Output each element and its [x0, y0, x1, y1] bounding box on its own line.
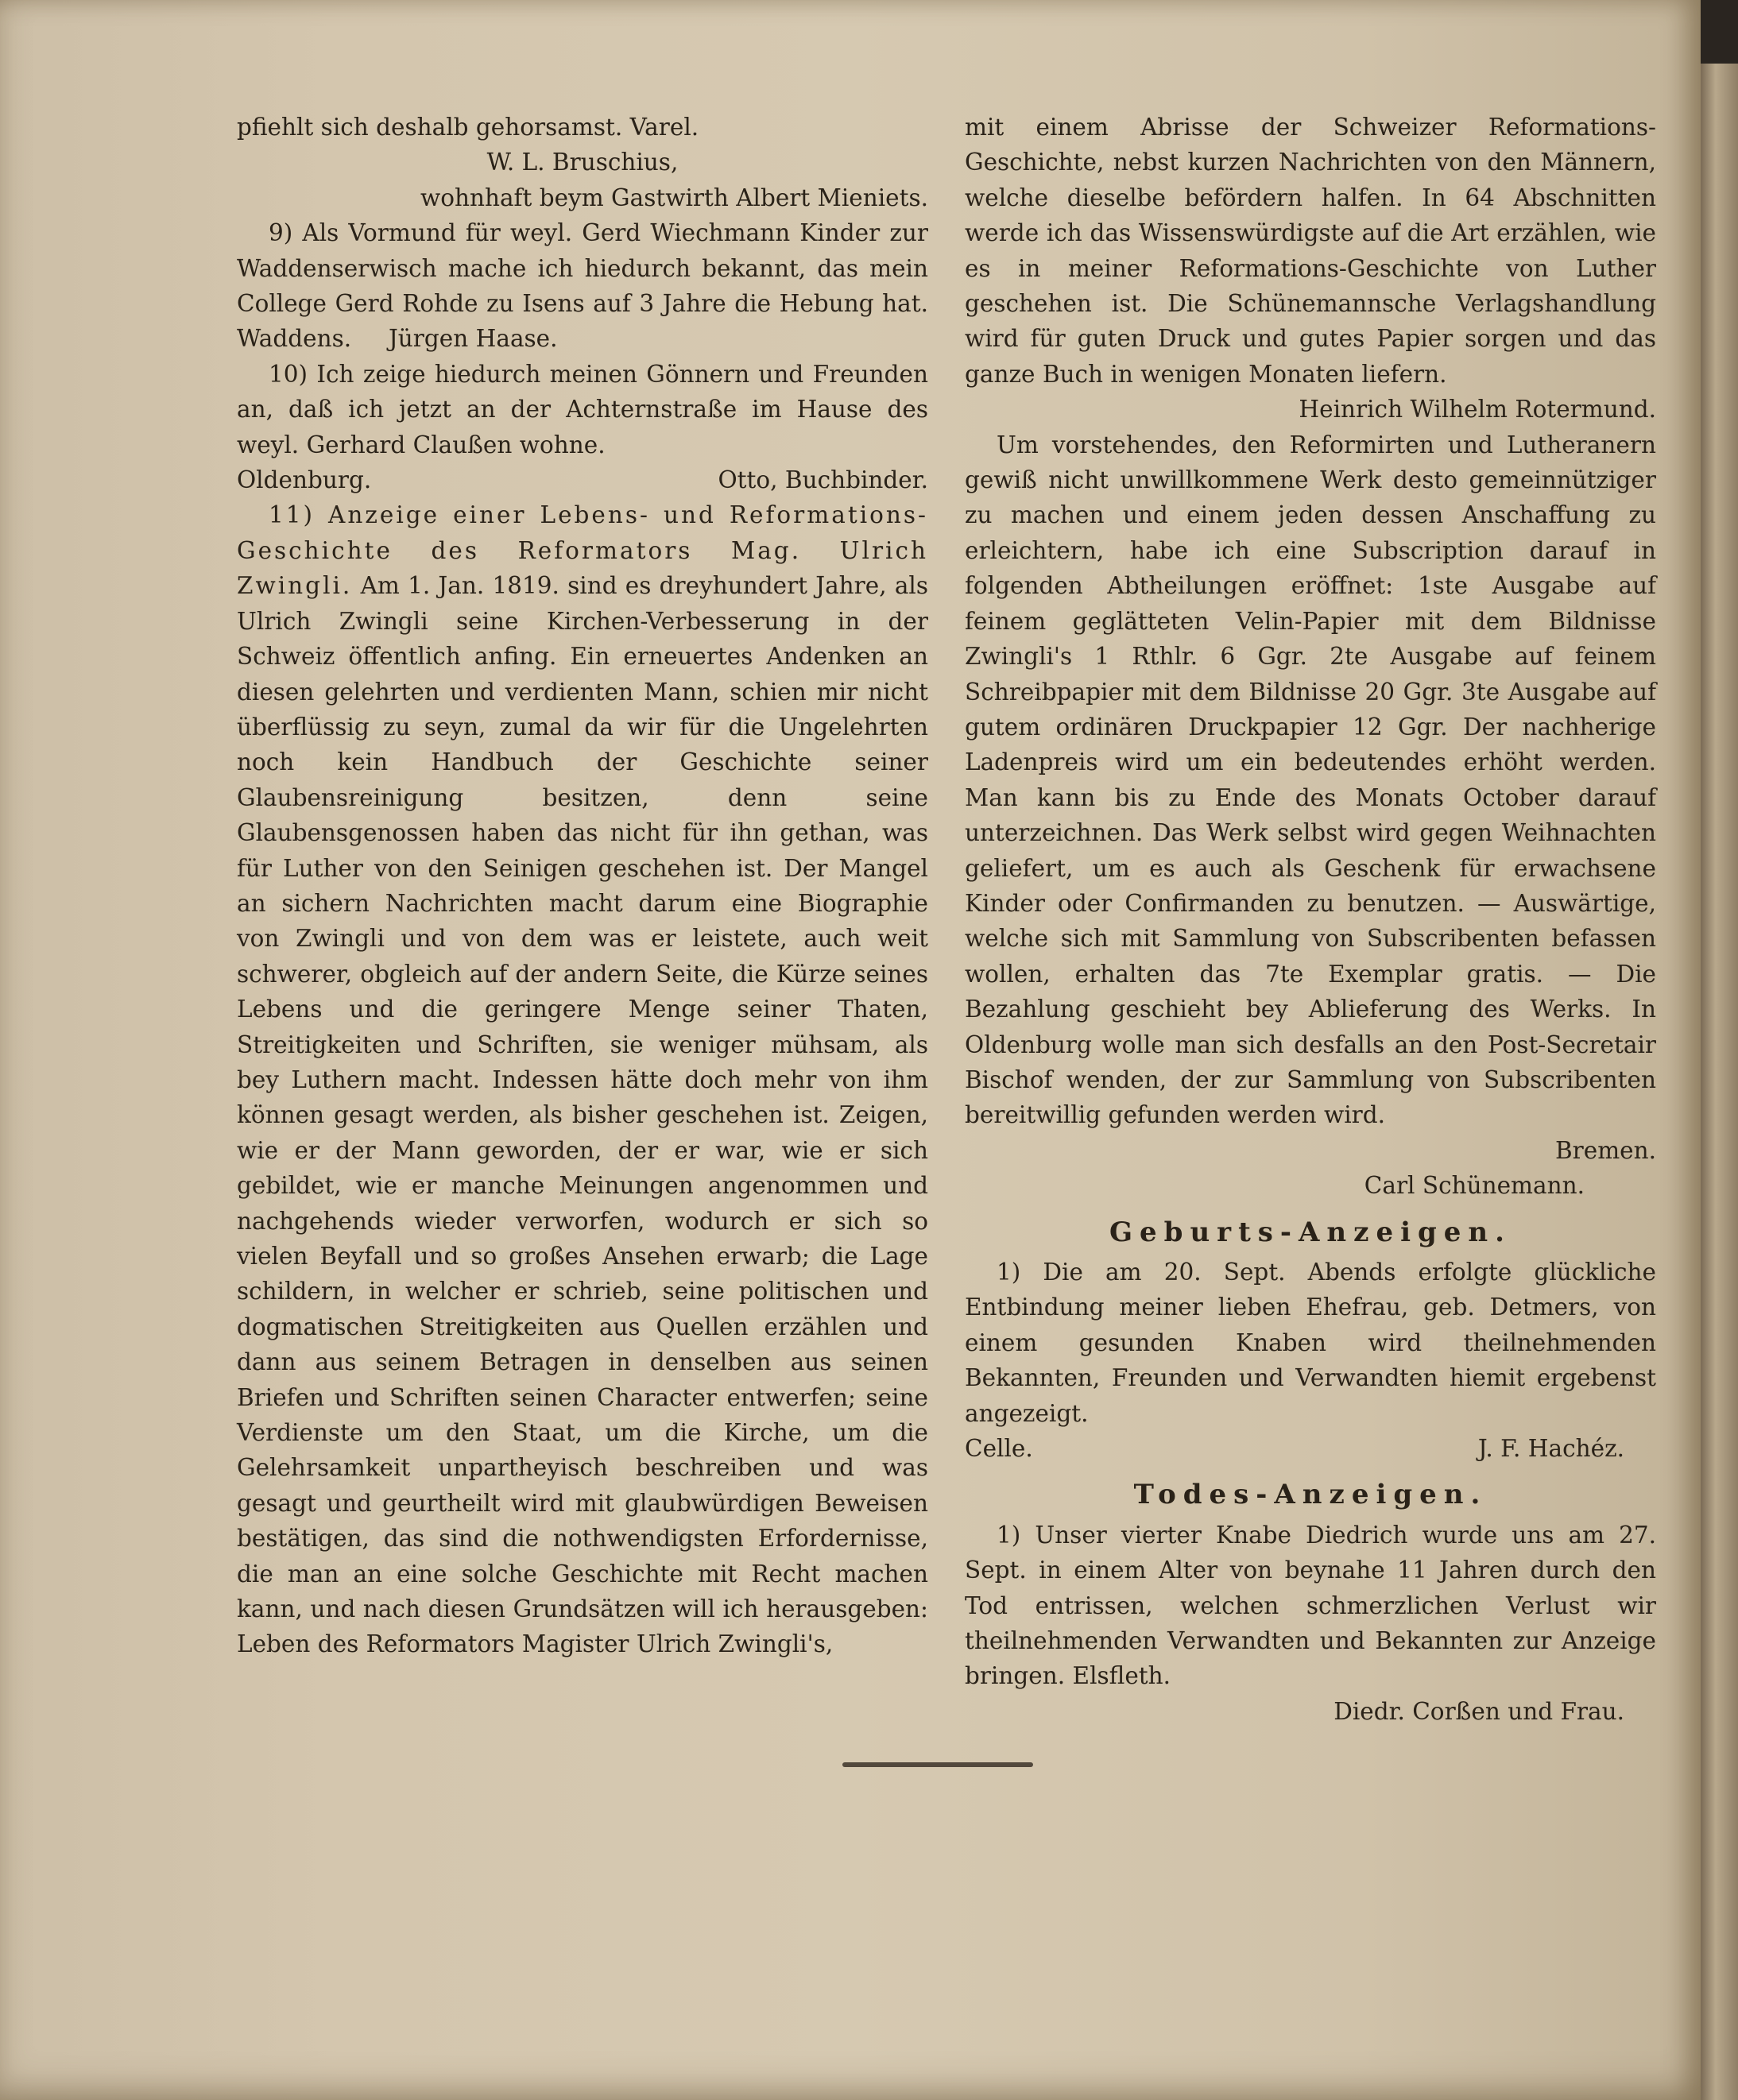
notice-9-text: 9) Als Vormund für weyl. Gerd Wiechmann Kinder zur Waddenserwisch mache ich hiedurch bekannt, das mein College Gerd Rohde zu Isens auf 3 Jahre die Hebung hat.	[237, 219, 928, 318]
notice-9-signature: Jürgen Haase.	[388, 325, 558, 353]
birth-notice-1: 1) Die am 20. Sept. Abends erfolgte glückliche Entbindung meiner lieben Ehefrau, geb. Detmers, von einem gesunden Knaben wird theilnehmenden Bekannten, Freunden und Verwandten hiemit ergebenst angezeigt.	[965, 1259, 1656, 1427]
notice-10-signature-row	[237, 462, 928, 497]
signature-rotermund: Heinrich Wilhelm Rotermund.	[1299, 396, 1656, 423]
death-notice-signature: Diedr. Corßen und Frau.	[1333, 1697, 1624, 1725]
address-line: wohnhaft beym Gastwirth Albert Mieniets.	[420, 184, 928, 211]
heading-death-notices: Todes-Anzeigen.	[1133, 1479, 1488, 1511]
notice-11-continued: mit einem Abrisse der Schweizer Reformations-Geschichte, nebst kurzen Nachrichten von den Männern, welche dieselbe befördern halfen. In 64 Abschnitten werde ich das Wissenswürdigste auf die Art erzählen, wie es in meiner Reformations-Geschichte von Luther geschehen ist. Die Schünemannsche Verlagshandlung wird für guten Druck und gutes Papier sorgen und das ganze Buch in wenigen Monaten liefern.	[965, 114, 1656, 388]
birth-notice-place: Celle.	[965, 1435, 1033, 1463]
notice-10: 10) Ich zeige hiedurch meinen Gönnern und Freunden an, daß ich jetzt an der Achternstraße im Hause des weyl. Gerhard Claußen wohne.	[237, 360, 928, 458]
notice-9-place: Waddens.	[237, 325, 352, 353]
left-line-1: pfiehlt sich deshalb gehorsamst. Varel.	[237, 114, 699, 141]
birth-notice-signature: J. F. Hachéz.	[1477, 1435, 1624, 1463]
signature-bruschius: W. L. Bruschius,	[486, 149, 679, 176]
notice-10-place: Oldenburg.	[237, 466, 372, 494]
right-column	[965, 110, 1656, 1729]
end-rule	[842, 1762, 1033, 1767]
death-notice-place: Elsfleth.	[1072, 1662, 1171, 1690]
notice-11	[237, 497, 928, 1661]
death-notice-text: 1) Unser vierter Knabe Diedrich wurde uns am 27. Sept. in einem Alter von beynahe 11 Jahren durch den Tod entrissen, welchen schmerzlichen Verlust wir theilnehmenden Verwandten und Bekannten zur Anzeige bringen.	[965, 1521, 1656, 1690]
notice-11-text: Am 1. Jan. 1819. sind es dreyhundert Jahre, als Ulrich Zwingli seine Kirchen-Verbesserung in der Schweiz öffentlich anfing. Ein erneuertes Andenken an diesen gelehrten und verdienten Mann, schien mir nicht überflüssig zu seyn, zumal da wir für die Ungelehrten noch kein Handbuch der Geschichte seiner Glaubensreinigung besitzen, denn seine Glaubensgenossen haben das nicht für ihn gethan, was für Luther von den Seinigen geschehen ist. Der Mangel an sichern Nachrichten macht darum eine Biographie von Zwingli und von dem was er leistete, auch weit schwerer, obgleich auf der andern Seite, die Kürze seines Lebens und die geringere Menge seiner Thaten, Streitigkeiten und Schriften, sie weniger mühsam, als bey Luthern macht. Indessen hätte doch mehr von ihm können gesagt werden, als bisher geschehen ist. Zeigen, wie er der Mann geworden, der er war, wie er sich gebildet, wie er manche Meinungen angenommen und nachgehends wieder verworfen, wodurch er sich so vielen Beyfall und so großes Ansehen erwarb; die Lage schildern, in welcher er schrieb, seine politischen und dogmatischen Streitigkeiten aus Quellen erzählen und dann aus seinem Betragen in denselben aus seinen Briefen und Schriften seinen Character entwerfen; seine Verdienste um den Staat, um die Kirche, um die Gelehrsamkeit unpartheyisch beschreiben und was gesagt und geurtheilt wird mit glaubwürdigen Beweisen bestätigen, das sind die nothwendigsten Erfordernisse, die man an eine solche Geschichte mit Recht machen kann, und nach diesen Grundsätzen will ich herausgeben: Leben des Reformators Magister Ulrich Zwingli's,	[237, 572, 928, 1658]
heading-birth-notices: Geburts-Anzeigen.	[1109, 1216, 1512, 1248]
death-notice-1	[965, 1518, 1656, 1694]
page-edge	[1701, 0, 1738, 2100]
notice-10-signature: Otto, Buchbinder.	[718, 466, 928, 494]
signature-schuenemann: Carl Schünemann.	[1364, 1172, 1585, 1200]
subscription-place: Bremen.	[1554, 1136, 1656, 1164]
notice-9	[237, 215, 928, 357]
birth-notice-signature-row	[965, 1431, 1656, 1466]
subscription-notice: Um vorstehendes, den Reformirten und Lutheranern gewiß nicht unwillkommene Werk desto gemeinnütziger zu machen und einem jeden dessen Anschaffung zu erleichtern, habe ich eine Subscription darauf in folgenden Abtheilungen eröffnet: 1ste Ausgabe auf feinem geglätteten Velin-Papier mit dem Bildnisse Zwingli's 1 Rthlr. 6 Ggr. 2te Ausgabe auf feinem Schreibpapier mit dem Bildnisse 20 Ggr. 3te Ausgabe auf gutem ordinären Druckpapier 12 Ggr. Der nachherige Ladenpreis wird um ein bedeutendes erhöht werden. Man kann bis zu Ende des Monats October darauf unterzeichnen. Das Werk selbst wird gegen Weihnachten geliefert, um es auch als Geschenk für erwachsene Kinder oder Confirmanden zu benutzen. — Auswärtige, welche sich mit Sammlung von Subscribenten befassen wollen, erhalten das 7te Exemplar gratis. — Die Bezahlung geschieht bey Ablieferung des Werks. In Oldenburg wolle man sich desfalls an den Post-Secretair Bischof wenden, der zur Sammlung von Subscribenten bereitwillig gefunden werden wird.	[965, 431, 1656, 1129]
notice-11-title: 11) Anzeige einer Lebens- und Reformations-Geschichte des Reformators Mag. Ulrich Zwingli.	[237, 501, 928, 600]
left-column	[237, 110, 928, 1662]
